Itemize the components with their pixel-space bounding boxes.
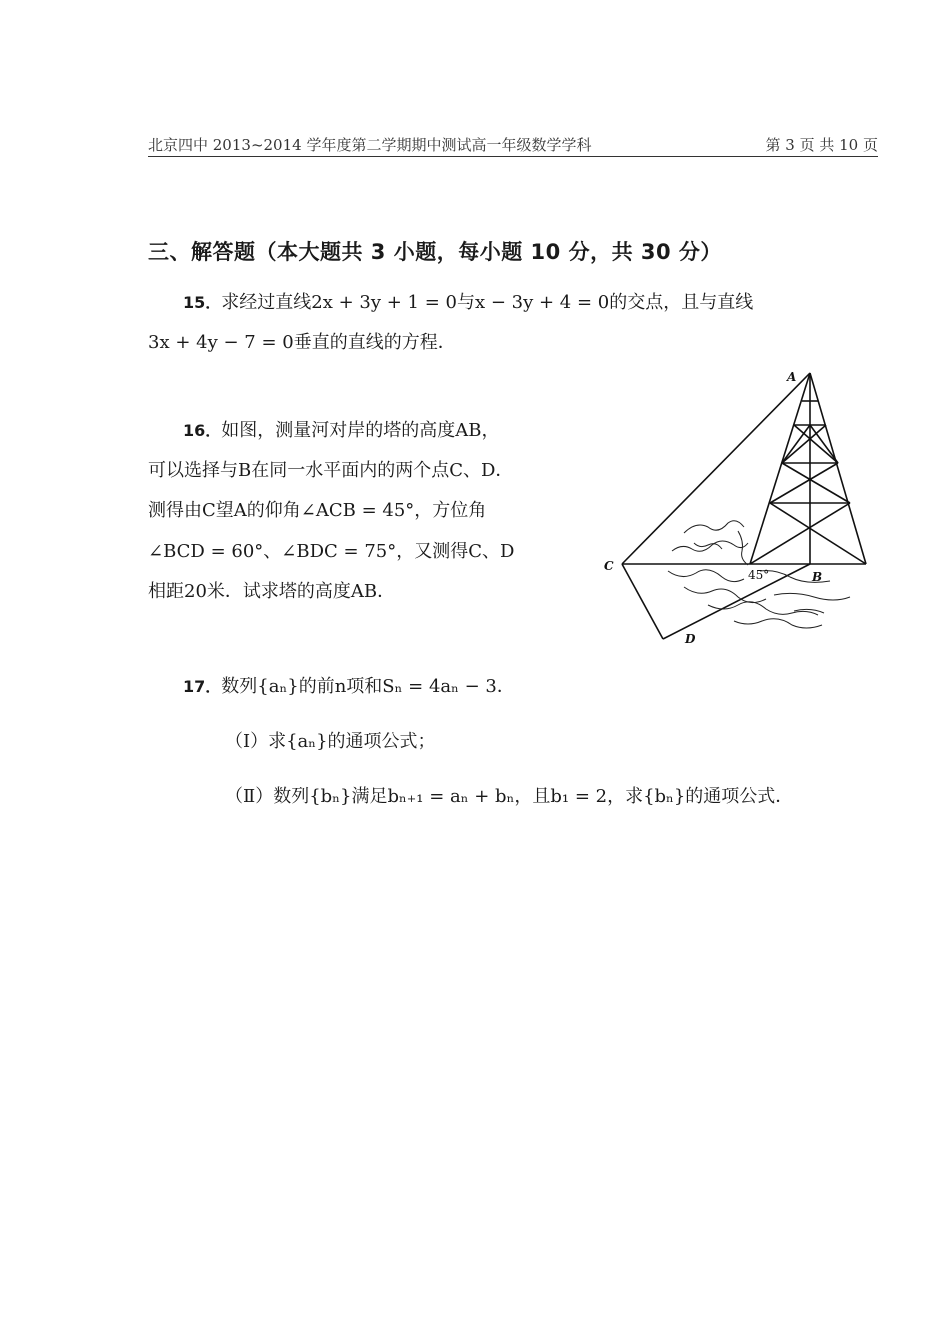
question-16-text-2: 可以选择与B在同一水平面内的两个点C、D． (148, 460, 514, 481)
question-16-text-1: 如图，测量河对岸的塔的高度AB， (221, 420, 500, 441)
line-ca (622, 373, 810, 564)
question-15-text-1: 求经过直线2x + 3y + 1 = 0与x − 3y + 4 = 0的交点，且与直线 (221, 292, 754, 313)
question-15-text-2: 3x + 4y − 7 = 0垂直的直线的方程． (148, 332, 456, 353)
question-16-number: 16． (183, 421, 222, 440)
angle-mark: 45° (748, 568, 770, 582)
page-header (148, 130, 878, 157)
question-16-text-5: 相距20米．试求塔的高度AB． (148, 581, 396, 602)
question-16-line-1 (183, 416, 500, 442)
question-17-line-1 (183, 672, 515, 698)
section-title: 三、解答题（本大题共 3 小题，每小题 10 分，共 30 分） (148, 240, 722, 264)
line-cd (622, 564, 663, 639)
line-db (663, 564, 810, 639)
question-17-part-1: （Ⅰ）求{aₙ}的通项公式； (225, 731, 436, 752)
question-15-line-1 (183, 288, 753, 314)
question-17-stem: 数列{aₙ}的前n项和Sₙ = 4aₙ − 3． (221, 676, 515, 697)
label-d: D (685, 632, 696, 646)
label-b: B (812, 570, 823, 584)
question-15-number: 15． (183, 293, 222, 312)
tower-left-leg (750, 373, 810, 564)
label-a: A (787, 370, 797, 384)
tower-diagram (598, 365, 888, 650)
question-17-part-2: （Ⅱ）数列{bₙ}满足bₙ₊₁ = aₙ + bₙ，且b₁ = 2，求{bₙ}的通项公式． (225, 786, 794, 807)
header-exam-title: 北京四中 2013~2014 学年度第二学期期中测试高一年级数学学科 (148, 136, 592, 154)
header-page-number: 第 3 页 共 10 页 (765, 136, 878, 154)
label-c: C (604, 559, 614, 573)
question-17-number: 17． (183, 677, 222, 696)
question-16-text-4: ∠BCD = 60°、∠BDC = 75°，又测得C、D (148, 541, 515, 562)
tower-right-leg (810, 373, 866, 564)
question-16-text-3: 测得由C望A的仰角∠ACB = 45°，方位角 (148, 500, 487, 521)
